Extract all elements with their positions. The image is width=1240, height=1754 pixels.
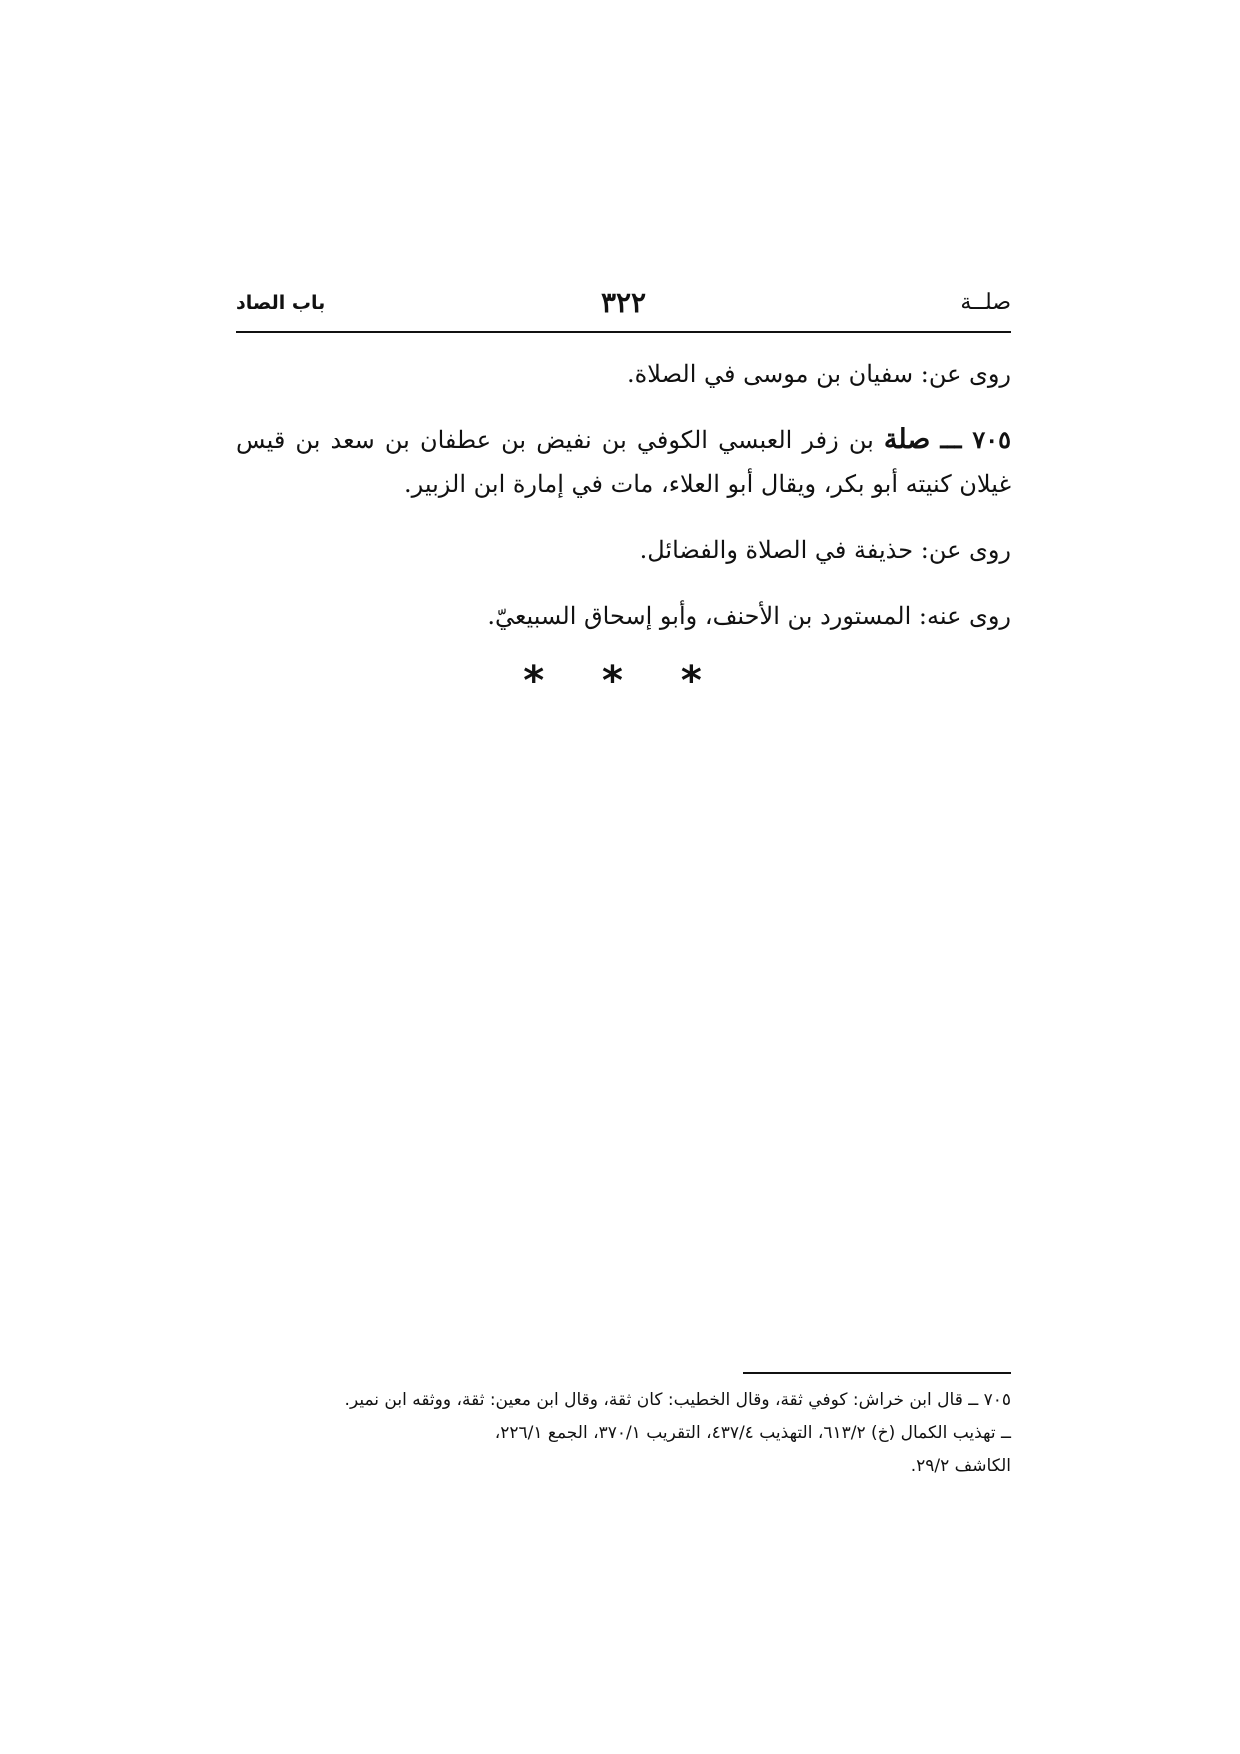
entry-text: بن زفر العبسي الكوفي بن نفيض بن عطفان بن سعد بن قيس غيلان كنيته أبو بكر، ويقال أبو العلاء، مات في إمارة ابن الزبير. (236, 426, 1011, 498)
main-text (236, 352, 1011, 660)
entry-name: صلة (883, 424, 931, 455)
footnote-line: الكاشف ٢٩/٢. (910, 1456, 1011, 1476)
narrated-from-line: روى عن: حذيفة في الصلاة والفضائل. (639, 536, 1011, 564)
footnote-rule (743, 1372, 1011, 1374)
footnotes (236, 1384, 1011, 1483)
entry-number: ٧٠٥ ـــ (940, 425, 1011, 454)
running-head (236, 284, 1011, 330)
footnote-line: ٧٠٥ ــ قال ابن خراش: كوفي ثقة، وقال الخطيب: كان ثقة، وقال ابن معين: ثقة، ووثقه ابن نمير. (344, 1390, 1011, 1410)
section-separator: * * * (523, 658, 724, 704)
narrated-by-line: روى عنه: المستورد بن الأحنف، وأبو إسحاق السبيعيّ. (487, 602, 1011, 630)
page-number: ٣٢٢ (600, 286, 647, 319)
narrated-from-line: روى عن: سفيان بن موسى في الصلاة. (627, 360, 1011, 388)
biography-entry (236, 418, 1011, 506)
chapter-title: باب الصاد (236, 292, 326, 314)
section-title: صلــة (960, 290, 1011, 315)
header-rule (236, 331, 1011, 333)
footnote-line: ــ تهذيب الكمال (خ) ٦١٣/٢، التهذيب ٤٣٧/٤، التقريب ٣٧٠/١، الجمع ٢٢٦/١، (494, 1423, 1011, 1443)
